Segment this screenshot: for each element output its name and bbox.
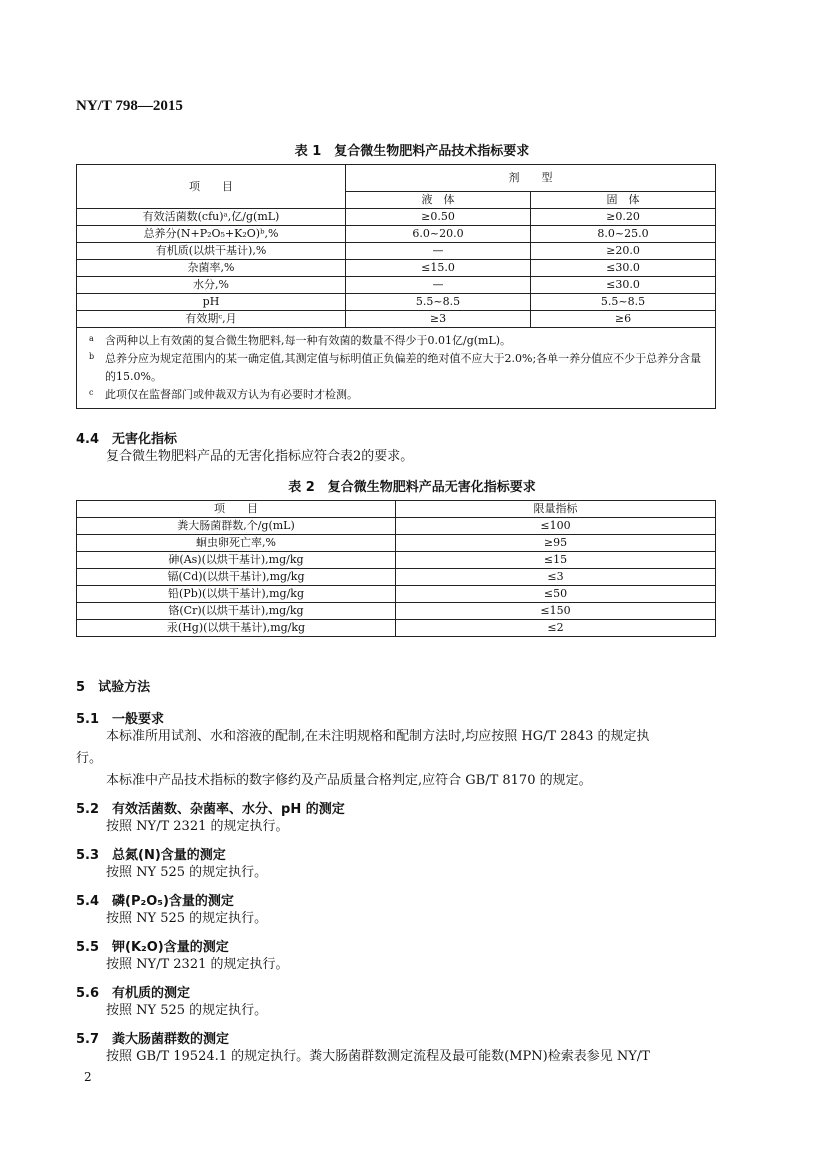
table1-item: 杂菌率,% xyxy=(77,260,346,277)
table1-solid: ≥0.20 xyxy=(531,209,716,226)
section-5-1-line1: 本标准所用试剂、水和溶液的配制,在未注明规格和配制方法时,均应按照 HG/T 2843 的规定执 xyxy=(106,729,650,744)
table1-item: 水分,% xyxy=(77,277,346,294)
table-row xyxy=(77,620,716,637)
table1-note xyxy=(89,386,707,404)
section-title: 粪大肠菌群数的测定 xyxy=(112,1032,230,1047)
table2-limit: ≤50 xyxy=(396,586,716,603)
table2-item: 蛔虫卵死亡率,% xyxy=(77,535,396,552)
section-4-4-heading xyxy=(76,428,177,447)
section-5-2-heading xyxy=(76,798,345,817)
table1-caption: 表 1 复合微生物肥料产品技术指标要求 xyxy=(294,144,530,159)
table1-item: 有效期ᶜ,月 xyxy=(77,311,346,328)
section-number: 5 xyxy=(76,680,86,695)
table2-head-item: 项 目 xyxy=(77,501,396,518)
table-row xyxy=(77,226,716,243)
table1-head-solid: 固 体 xyxy=(531,192,716,209)
section-4-4-body: 复合微生物肥料产品的无害化指标应符合表2的要求。 xyxy=(106,449,414,464)
section-5-4-body: 按照 NY 525 的规定执行。 xyxy=(106,911,268,926)
table-row xyxy=(77,603,716,620)
section-number: 4.4 xyxy=(76,432,100,447)
table2-item: 铅(Pb)(以烘干基计),mg/kg xyxy=(77,586,396,603)
table2-item: 粪大肠菌群数,个/g(mL) xyxy=(77,518,396,535)
table-row xyxy=(77,294,716,311)
section-5-7-body: 按照 GB/T 19524.1 的规定执行。粪大肠菌群数测定流程及最可能数(MPN)检索表参见 NY/T xyxy=(106,1049,650,1064)
table2-head-limit: 限量指标 xyxy=(396,501,716,518)
table-row xyxy=(77,569,716,586)
section-title: 总氮(N)含量的测定 xyxy=(112,848,226,863)
section-5-1-heading xyxy=(76,708,164,727)
section-title: 有机质的测定 xyxy=(112,986,191,1001)
table1-liquid: 5.5~8.5 xyxy=(346,294,531,311)
table1-liquid: ≥0.50 xyxy=(346,209,531,226)
section-5-3-body: 按照 NY 525 的规定执行。 xyxy=(106,865,268,880)
table1-head-type: 剂 型 xyxy=(346,165,716,192)
table1-item: 有机质(以烘干基计),% xyxy=(77,243,346,260)
table2-limit: ≤100 xyxy=(396,518,716,535)
section-5-heading xyxy=(76,676,150,695)
section-number: 5.7 xyxy=(76,1032,100,1047)
table2-item: 铬(Cr)(以烘干基计),mg/kg xyxy=(77,603,396,620)
table1-liquid: — xyxy=(346,243,531,260)
table1-solid: ≤30.0 xyxy=(531,277,716,294)
section-5-2-body: 按照 NY/T 2321 的规定执行。 xyxy=(106,819,289,834)
table1-notes xyxy=(77,328,716,409)
table1-liquid: ≤15.0 xyxy=(346,260,531,277)
standard-code: NY/T 798—2015 xyxy=(76,98,183,114)
table1-solid: ≤30.0 xyxy=(531,260,716,277)
table1-solid: 8.0~25.0 xyxy=(531,226,716,243)
table2-limit: ≤3 xyxy=(396,569,716,586)
table-row xyxy=(77,209,716,226)
section-title: 磷(P₂O₅)含量的测定 xyxy=(112,894,234,909)
table2-limit: ≤2 xyxy=(396,620,716,637)
table-row xyxy=(77,552,716,569)
table1-solid: ≥6 xyxy=(531,311,716,328)
table1-solid: ≥20.0 xyxy=(531,243,716,260)
section-title: 有效活菌数、杂菌率、水分、pH 的测定 xyxy=(112,802,345,817)
table-row xyxy=(77,535,716,552)
section-5-5-heading xyxy=(76,936,229,955)
section-5-6-heading xyxy=(76,982,190,1001)
note-text: 总养分应为规定范围内的某一确定值,其测定值与标明值正负偏差的绝对值不应大于2.0%;各单一养分值应不少于总养分含量的15.0%。 xyxy=(105,352,702,383)
section-title: 钾(K₂O)含量的测定 xyxy=(112,940,229,955)
note-text: 含两种以上有效菌的复合微生物肥料,每一种有效菌的数量不得少于0.01亿/g(mL)。 xyxy=(105,334,512,347)
section-title: 试验方法 xyxy=(98,680,151,695)
table-row xyxy=(77,243,716,260)
table1-item: 有效活菌数(cfu)ᵃ,亿/g(mL) xyxy=(77,209,346,226)
table2-item: 砷(As)(以烘干基计),mg/kg xyxy=(77,552,396,569)
table1-liquid: ≥3 xyxy=(346,311,531,328)
section-title: 一般要求 xyxy=(112,712,165,727)
table2 xyxy=(76,500,716,637)
page-number: 2 xyxy=(84,1070,92,1084)
table2-caption: 表 2 复合微生物肥料产品无害化指标要求 xyxy=(288,480,536,495)
table-row xyxy=(77,518,716,535)
section-5-6-body: 按照 NY 525 的规定执行。 xyxy=(106,1003,268,1018)
table1-head-item: 项 目 xyxy=(77,165,346,209)
table2-limit: ≥95 xyxy=(396,535,716,552)
section-5-1-line2: 行。 xyxy=(76,751,103,766)
table2-limit: ≤15 xyxy=(396,552,716,569)
table1-item: pH xyxy=(77,294,346,311)
note-mark: c xyxy=(89,388,94,397)
table1-liquid: — xyxy=(346,277,531,294)
section-5-7-heading xyxy=(76,1028,229,1047)
section-5-3-heading xyxy=(76,844,226,863)
table1-solid: 5.5~8.5 xyxy=(531,294,716,311)
section-5-5-body: 按照 NY/T 2321 的规定执行。 xyxy=(106,957,289,972)
table1-note xyxy=(89,350,707,386)
table2-limit: ≤150 xyxy=(396,603,716,620)
table2-item: 汞(Hg)(以烘干基计),mg/kg xyxy=(77,620,396,637)
table1-liquid: 6.0~20.0 xyxy=(346,226,531,243)
section-5-4-heading xyxy=(76,890,234,909)
table1-item: 总养分(N+P₂O₅+K₂O)ᵇ,% xyxy=(77,226,346,243)
section-number: 5.4 xyxy=(76,894,100,909)
table1-note xyxy=(89,332,707,350)
table-row xyxy=(77,277,716,294)
table-row xyxy=(77,586,716,603)
note-text: 此项仅在监督部门或仲裁双方认为有必要时才检测。 xyxy=(105,388,358,401)
section-number: 5.2 xyxy=(76,802,100,817)
table1 xyxy=(76,164,716,409)
section-title: 无害化指标 xyxy=(112,432,178,447)
table2-item: 镉(Cd)(以烘干基计),mg/kg xyxy=(77,569,396,586)
section-number: 5.5 xyxy=(76,940,100,955)
table1-head-liquid: 液 体 xyxy=(346,192,531,209)
note-mark: a xyxy=(89,334,94,343)
section-5-1-line3: 本标准中产品技术指标的数字修约及产品质量合格判定,应符合 GB/T 8170 的规定。 xyxy=(106,773,592,788)
note-mark: b xyxy=(89,352,95,361)
section-number: 5.3 xyxy=(76,848,100,863)
table-row xyxy=(77,260,716,277)
section-number: 5.1 xyxy=(76,712,100,727)
section-number: 5.6 xyxy=(76,986,100,1001)
table-row xyxy=(77,311,716,328)
